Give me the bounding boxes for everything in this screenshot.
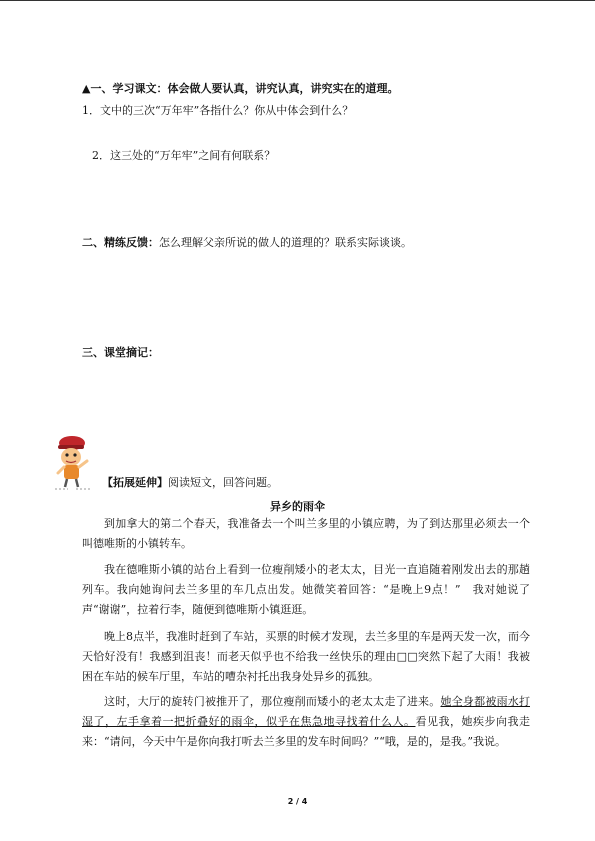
section-2-text: 怎么理解父亲所说的做人的道理的？联系实际谈谈。 bbox=[159, 236, 412, 249]
story-paragraph-3: 晚上8点半，我准时赶到了车站，买票的时候才发现，去兰多里的车是两天发一次，而今天恰好没有！我感到沮丧！而老天似乎也不给我一丝快乐的理由□□突然下起了大雨！我被困在车站的候车厅里，车站的嘈杂衬托出我身处异乡的孤独。 bbox=[82, 630, 530, 683]
extension-text: 阅读短文，回答问题。 bbox=[168, 476, 278, 489]
section-2-label: 二、精练反馈： bbox=[82, 236, 159, 249]
extension-label: 【拓展延伸】 bbox=[102, 476, 168, 489]
story-paragraph-4-end: 看见我，她疾步向我走来：“请问，今天中午是你向我打听去兰多里的发车时间吗？”“哦，是的，是我。”我说。 bbox=[82, 715, 530, 748]
story-title: 异乡的雨伞 bbox=[270, 500, 325, 513]
story-paragraph-2: 我在德唯斯小镇的站台上看到一位瘦削矮小的老太太，目光一直追随着刚发出去的那趟列车。我向她询问去兰多里的车几点出发。她微笑着回答：“是晚上9点！” 我对她说了声“谢谢”，拉着行李，随便到德唯斯小镇逛逛。 bbox=[82, 563, 530, 616]
pencil-mascot-icon bbox=[52, 433, 98, 491]
extension-line bbox=[102, 474, 278, 490]
section-3-title: 三、课堂摘记： bbox=[82, 346, 159, 359]
story-paragraph-4-start: 这时，大厅的旋转门被推开了，那位瘦削而矮小的老太太走了进来。 bbox=[104, 695, 441, 708]
story-paragraph-1: 到加拿大的第二个春天，我准备去一个叫兰多里的小镇应聘，为了到达那里必须去一个叫德唯斯的小镇转车。 bbox=[82, 517, 530, 550]
section-2 bbox=[82, 234, 412, 250]
question-1: 1．文中的三次“万年牢”各指什么？你从中体会到什么？ bbox=[82, 104, 354, 117]
section-1-title: ▲一、学习课文：体会做人要认真，讲究认真，讲究实在的道理。 bbox=[82, 82, 399, 95]
story-paragraph-4 bbox=[82, 692, 530, 752]
question-2: 2．这三处的“万年牢”之间有何联系？ bbox=[92, 149, 276, 162]
underlined-sentence: 她全身都被雨水打湿了，左手拿着一把折叠好的雨伞，似乎在焦急地寻找着什么人。 bbox=[82, 695, 530, 728]
page-number: 2 / 4 bbox=[287, 797, 308, 806]
top-rule bbox=[0, 0, 595, 1]
